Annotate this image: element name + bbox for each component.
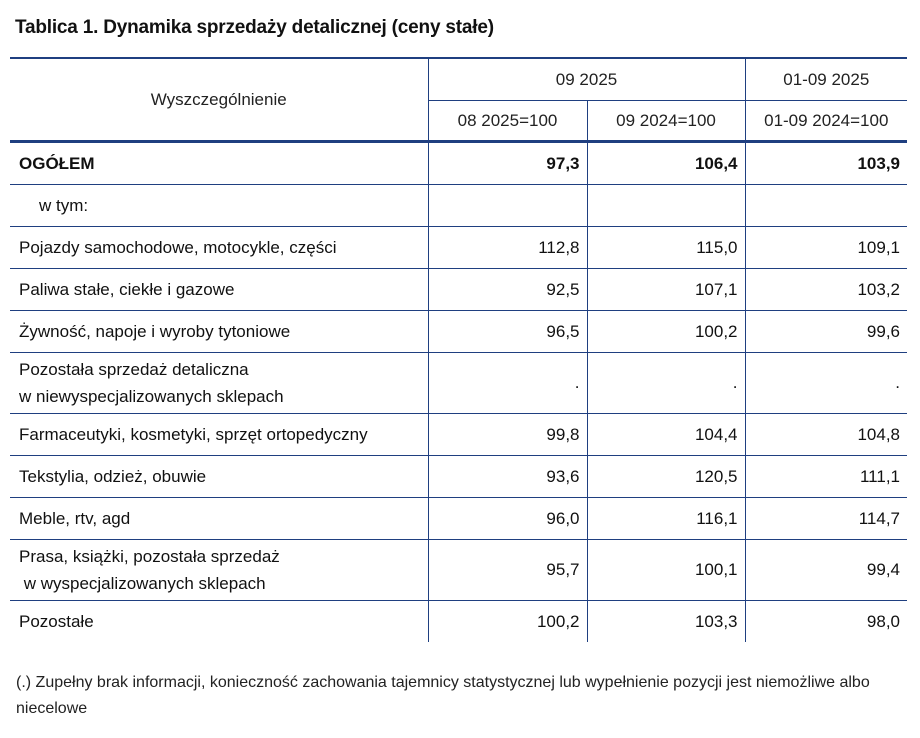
value-cell: 103,2 [745, 269, 907, 311]
row-label-line: w wyspecjalizowanych sklepach [19, 574, 266, 593]
value-cell: 100,1 [587, 540, 745, 601]
value-cell: 107,1 [587, 269, 745, 311]
value-cell: 95,7 [428, 540, 587, 601]
row-label: w tym: [10, 185, 428, 227]
row-label: Farmaceutyki, kosmetyki, sprzęt ortopedyczny [10, 414, 428, 456]
value-cell: 100,2 [428, 601, 587, 643]
value-cell: 109,1 [745, 227, 907, 269]
value-cell: 96,5 [428, 311, 587, 353]
value-cell: 92,5 [428, 269, 587, 311]
table-row [10, 353, 907, 414]
row-label [10, 353, 428, 414]
value-cell: 116,1 [587, 498, 745, 540]
value-cell: 99,4 [745, 540, 907, 601]
table-row [10, 498, 907, 540]
value-cell: 100,2 [587, 311, 745, 353]
value-cell [587, 185, 745, 227]
header-sub-08-2025: 08 2025=100 [428, 101, 587, 142]
value-cell: 104,8 [745, 414, 907, 456]
row-label-line: w niewyspecjalizowanych sklepach [19, 387, 284, 406]
value-cell: 93,6 [428, 456, 587, 498]
value-cell: 114,7 [745, 498, 907, 540]
value-cell: 98,0 [745, 601, 907, 643]
value-cell: 99,6 [745, 311, 907, 353]
footnote: (.) Zupełny brak informacji, konieczność zachowania tajemnicy statystycznej lub wypełnienie pozycji jest niemożliwe albo niecelowe [16, 674, 870, 717]
value-cell: 99,8 [428, 414, 587, 456]
value-cell: . [587, 353, 745, 414]
table-row [10, 185, 907, 227]
header-sub-09-2024: 09 2024=100 [587, 101, 745, 142]
row-label-line: Prasa, książki, pozostała sprzedaż [19, 547, 280, 566]
row-label: OGÓŁEM [10, 142, 428, 185]
value-cell: . [428, 353, 587, 414]
value-cell: 104,4 [587, 414, 745, 456]
table-row [10, 269, 907, 311]
header-group-09-2025: 09 2025 [428, 58, 745, 101]
value-cell: 103,3 [587, 601, 745, 643]
table-row [10, 601, 907, 643]
header-group-01-09-2025: 01-09 2025 [745, 58, 907, 101]
value-cell: . [745, 353, 907, 414]
value-cell: 97,3 [428, 142, 587, 185]
retail-sales-table [10, 57, 907, 642]
table-title: Tablica 1. Dynamika sprzedaży detalicznej (ceny stałe) [15, 17, 494, 38]
value-cell [428, 185, 587, 227]
value-cell: 96,0 [428, 498, 587, 540]
header-sub-01-09-2024: 01-09 2024=100 [745, 101, 907, 142]
value-cell: 112,8 [428, 227, 587, 269]
row-label: Tekstylia, odzież, obuwie [10, 456, 428, 498]
row-label-line: Pozostała sprzedaż detaliczna [19, 360, 249, 379]
value-cell: 111,1 [745, 456, 907, 498]
value-cell: 106,4 [587, 142, 745, 185]
table-row [10, 142, 907, 185]
value-cell: 115,0 [587, 227, 745, 269]
value-cell [745, 185, 907, 227]
row-label [10, 540, 428, 601]
table-row [10, 311, 907, 353]
value-cell: 103,9 [745, 142, 907, 185]
value-cell: 120,5 [587, 456, 745, 498]
row-label: Żywność, napoje i wyroby tytoniowe [10, 311, 428, 353]
table-row [10, 227, 907, 269]
row-label: Paliwa stałe, ciekłe i gazowe [10, 269, 428, 311]
header-row-label: Wyszczególnienie [10, 58, 428, 142]
table-row [10, 540, 907, 601]
table-row [10, 456, 907, 498]
row-label: Pojazdy samochodowe, motocykle, części [10, 227, 428, 269]
row-label: Meble, rtv, agd [10, 498, 428, 540]
table-row [10, 414, 907, 456]
row-label: Pozostałe [19, 612, 94, 631]
